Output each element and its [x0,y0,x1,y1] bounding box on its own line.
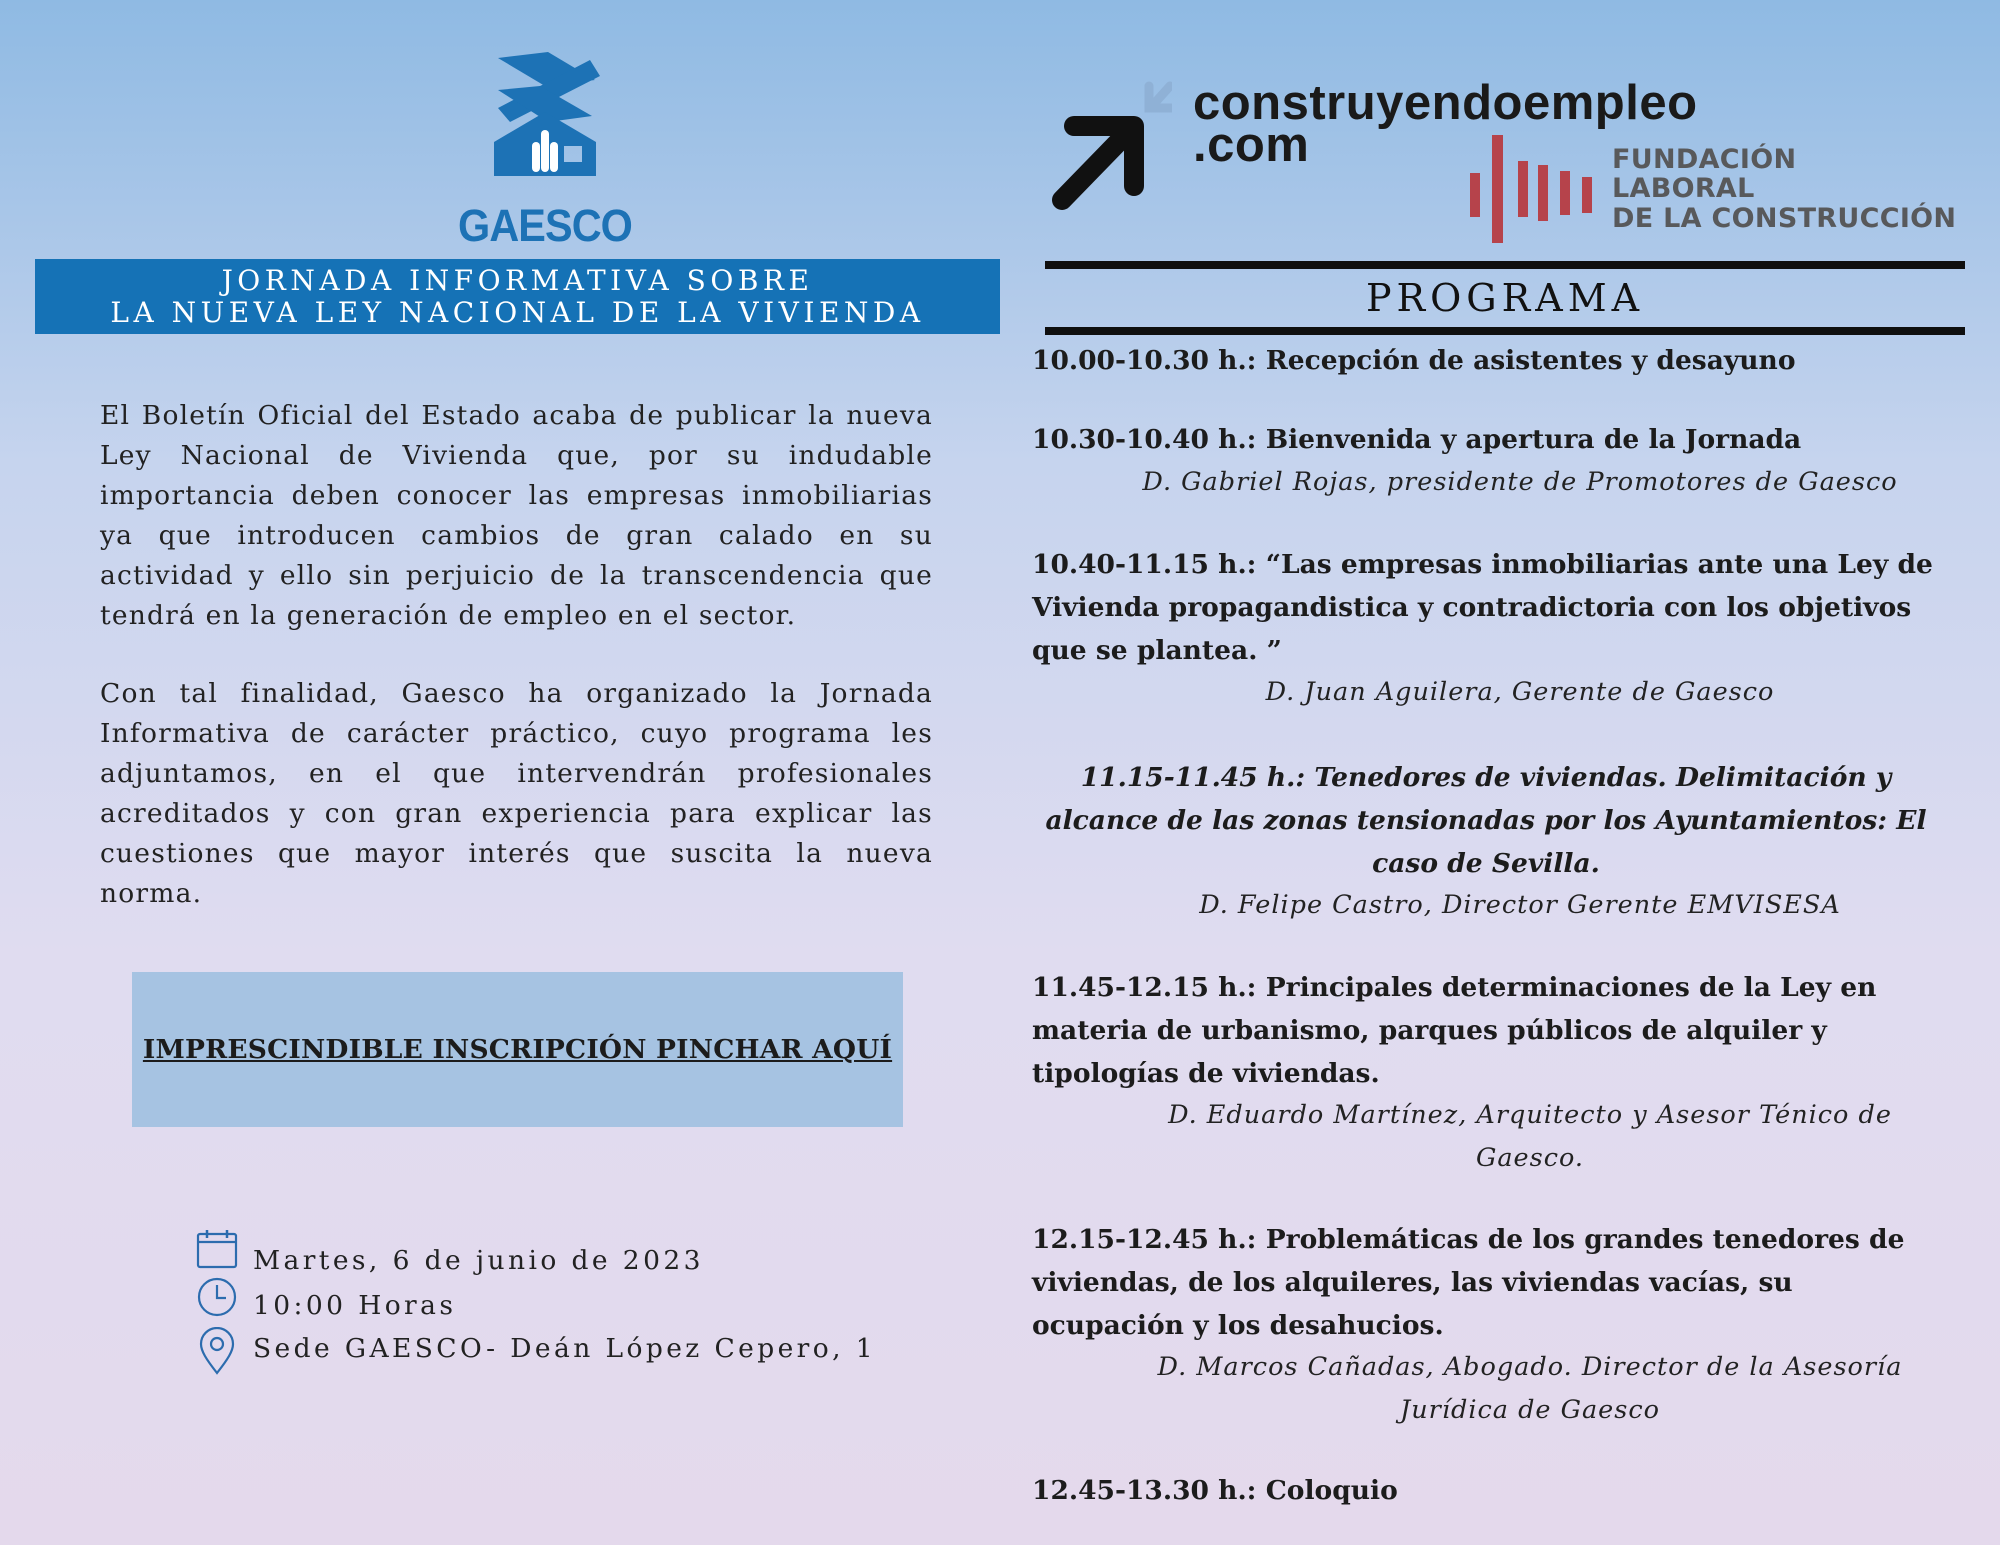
event-time: 10:00 Horas [253,1290,457,1321]
programa-item-time: 12.15-12.45 h.: [1032,1224,1257,1255]
event-title-line-1: JORNADA INFORMATIVA SOBRE [221,263,814,297]
intro-paragraph-2: Con tal finalidad, Gaesco ha organizado la Jornada Informativa de carácter práctico, cuyo programa les adjuntamos, en el que intervendrán profesionales acreditados y con gran experiencia para explicar las cuestiones que mayor interés que suscita la nueva norma. [100,678,933,909]
programa-item-speaker: D. Juan Aguilera, Gerente de Gaesco [1265,677,1775,707]
construyendoempleo-wordmark: construyendoempleo [1193,76,1698,130]
registration-link[interactable]: IMPRESCINDIBLE INSCRIPCIÓN PINCHAR AQUÍ [142,1034,893,1065]
programa-item-title: Coloquio [1265,1475,1398,1506]
programa-item-time: 10.40-11.15 h.: [1032,549,1257,580]
programa-item-title: Bienvenida y apertura de la Jornada [1265,424,1802,455]
registration-box[interactable] [132,972,903,1127]
event-venue: Sede GAESCO- Deán López Cepero, 1 [253,1333,876,1364]
fundacion-laboral-line-1: FUNDACIÓN [1612,144,1797,175]
programa-item-2 [1032,418,1938,461]
calendar-icon [196,1228,238,1270]
programa-item-5 [1032,966,1938,1095]
programa-item-6 [1032,1218,1938,1347]
programa-item-title: Recepción de asistentes y desayuno [1265,345,1796,376]
programa-item-time: 12.45-13.30 h.: [1032,1475,1257,1506]
gaesco-logo [440,50,650,250]
programa-item-1 [1032,339,1938,382]
programa-item-speaker: D. Eduardo Martínez, Arquitecto y Asesor Ténico de Gaesco. [1168,1100,1892,1173]
programa-item-3 [1032,543,1938,672]
programa-item-time: 10.30-10.40 h.: [1032,424,1257,455]
programa-item-time: 11.15-11.45 h.: [1080,762,1306,793]
gaesco-emblem-icon [440,50,650,200]
programa-item-title: “Las empresas inmobiliarias ante una Ley de Vivienda propagandistica y contradictoria con los objetivos que se plantea. ” [1032,549,1933,666]
event-title-banner [35,259,1000,334]
construyendoempleo-arrow-icon [1052,78,1172,213]
fundacion-laboral-line-3: DE LA CONSTRUCCIÓN [1612,203,1957,234]
event-date: Martes, 6 de junio de 2023 [253,1245,704,1276]
programa-rule-bottom [1045,327,1965,335]
event-title-line-2: LA NUEVA LEY NACIONAL DE LA VIVIENDA [110,295,925,329]
gaesco-wordmark: GAESCO [458,200,632,251]
construyendoempleo-domain: .com [1193,118,1310,172]
fundacion-laboral-line-2: LABORAL [1612,173,1755,204]
programa-item-7 [1032,1469,1938,1512]
programa-item-title: Tenedores de viviendas. Delimitación y alcance de las zonas tensionadas por los Ayuntamientos: El caso de Sevilla. [1045,762,1927,879]
programa-item-speaker: D. Gabriel Rojas, presidente de Promotores de Gaesco [1142,467,1898,497]
programa-item-time: 11.45-12.15 h.: [1032,972,1257,1003]
programa-title: PROGRAMA [1365,276,1645,320]
programa-item-speaker: D. Marcos Cañadas, Abogado. Director de la Asesoría Jurídica de Gaesco [1157,1352,1903,1425]
intro-paragraph-1: El Boletín Oficial del Estado acaba de publicar la nueva Ley Nacional de Vivienda que, por su indudable importancia deben conocer las empresas inmobiliarias ya que introducen cambios de gran calado en su actividad y ello sin perjuicio de la transcendencia que tendrá en la generación de empleo en el sector. [100,400,933,631]
programa-item-4 [1028,756,1944,885]
programa-rule-top [1045,261,1965,269]
programa-item-title: Problemáticas de los grandes tenedores de viviendas, de los alquileres, las viviendas vacías, su ocupación y los desahucios. [1032,1224,1905,1341]
programa-item-speaker: D. Felipe Castro, Director Gerente EMVISESA [1199,890,1841,920]
location-pin-icon [196,1327,238,1375]
programa-item-time: 10.00-10.30 h.: [1032,345,1257,376]
programa-item-title: Principales determinaciones de la Ley en materia de urbanismo, parques públicos de alquiler y tipologías de viviendas. [1032,972,1877,1089]
fundacion-laboral-bars-icon [1468,135,1596,243]
clock-icon [196,1276,238,1318]
